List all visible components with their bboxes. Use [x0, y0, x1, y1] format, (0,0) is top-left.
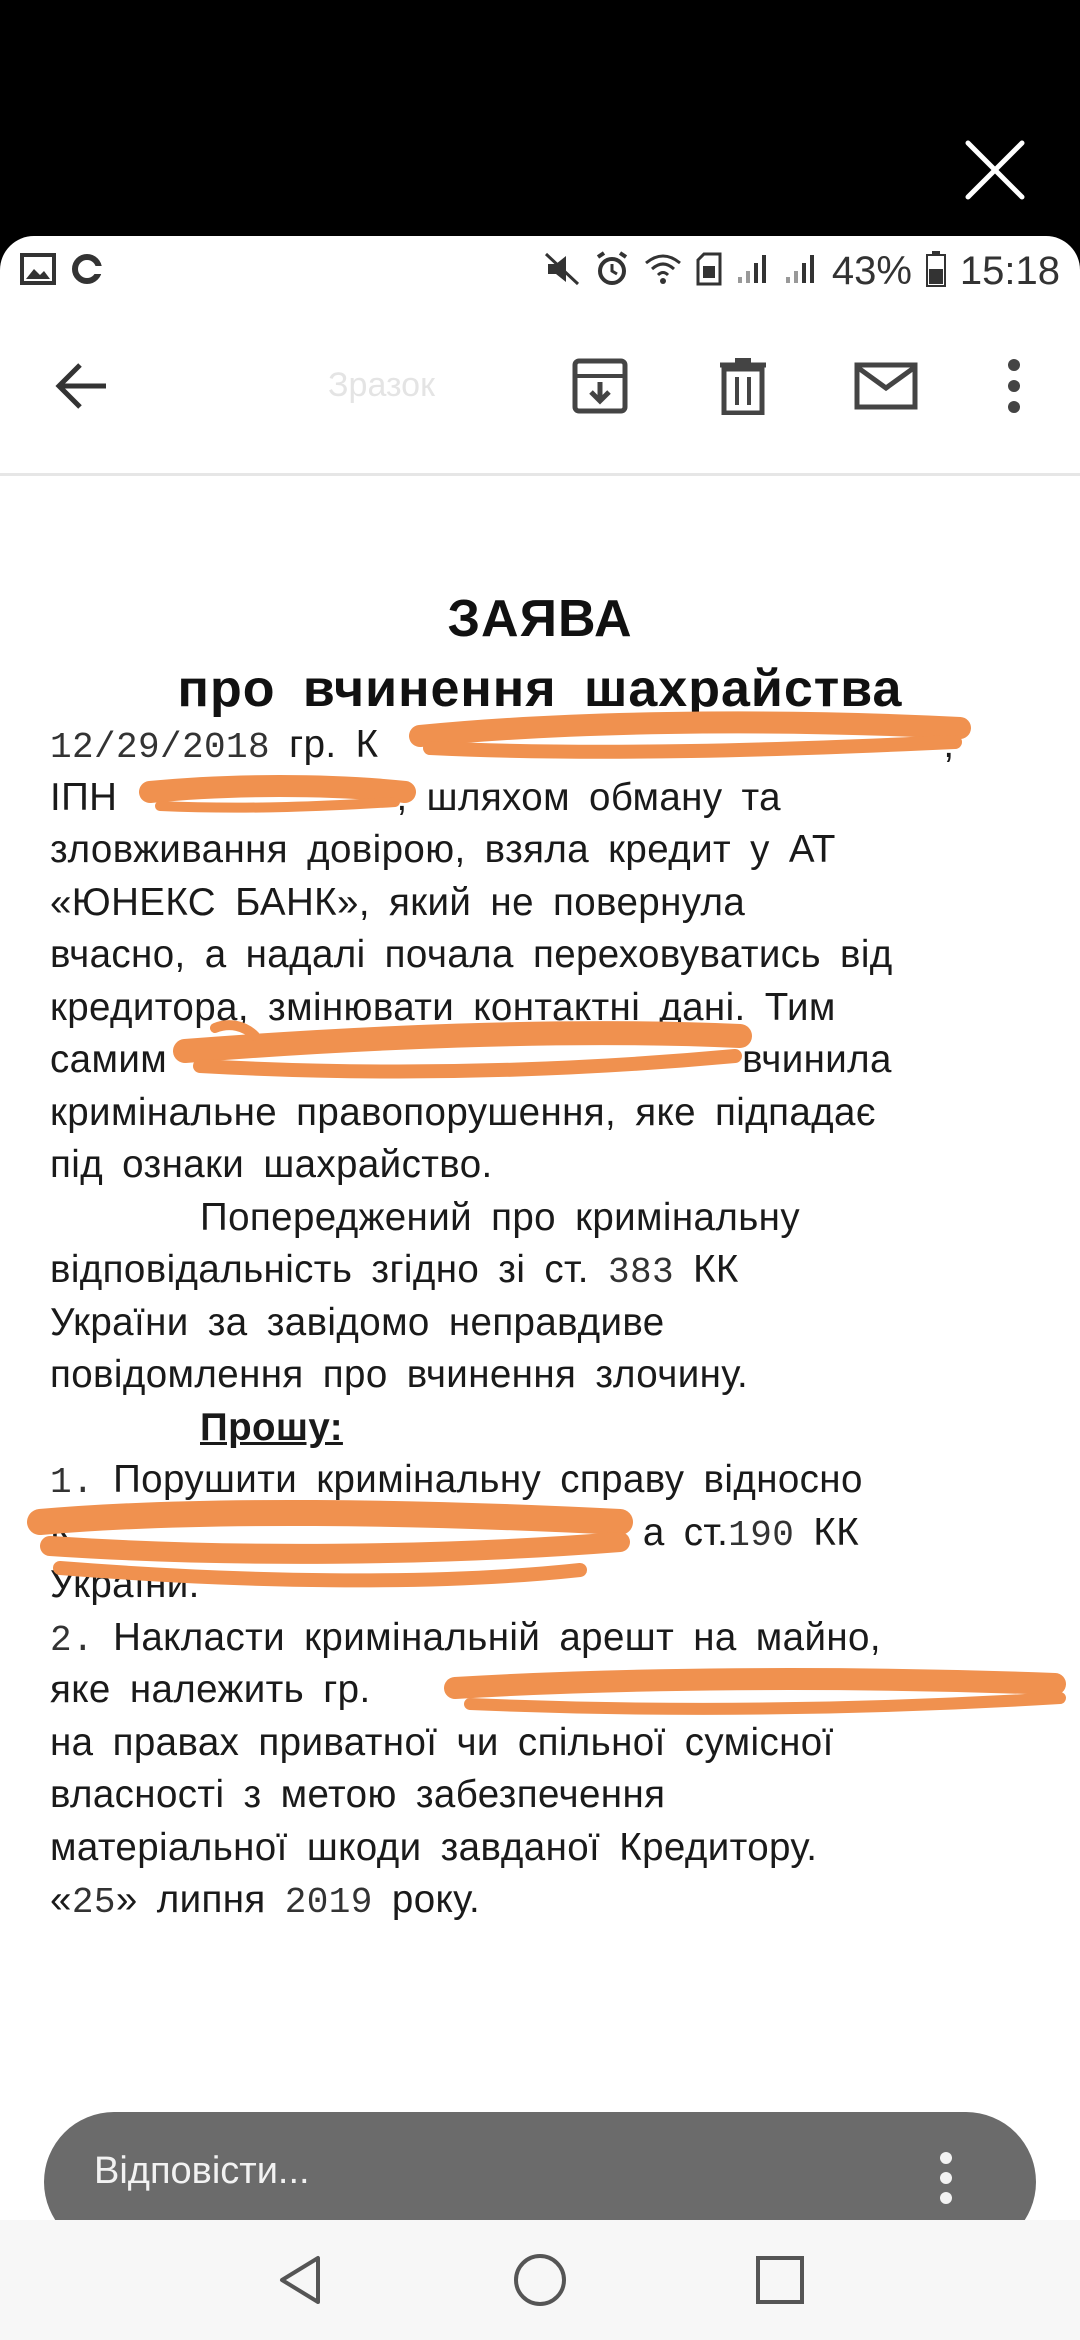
archive-icon[interactable]: [560, 346, 640, 426]
doc-line: власності з метою забезпечення: [50, 1773, 666, 1816]
doc-line: відповідальність згідно зі ст. 383 КК: [50, 1248, 739, 1293]
system-nav-bar: [0, 2220, 1080, 2340]
doc-body: [50, 719, 1050, 1927]
signal-icon-1: [736, 253, 770, 289]
mail-icon[interactable]: [846, 346, 926, 426]
toolbar: [0, 306, 1080, 476]
doc-line: України.: [50, 1563, 200, 1606]
doc-line: під ознаки шахрайство.: [50, 1143, 493, 1186]
back-arrow-icon[interactable]: [42, 346, 122, 426]
doc-line: 2. Накласти кримінальній арешт на майно,: [50, 1615, 881, 1661]
doc-line: яке належить гр.: [50, 1668, 371, 1711]
gallery-icon: [20, 253, 56, 289]
doc-line: «25» липня 2019 року.: [50, 1878, 481, 1923]
doc-line-heading: Прошу:: [200, 1405, 343, 1449]
doc-line: «ЮНЕКС БАНК», який не повернула: [50, 880, 746, 924]
trash-icon[interactable]: [703, 346, 783, 426]
more-vert-icon[interactable]: [974, 346, 1054, 426]
alarm-icon: [594, 251, 630, 291]
reply-field[interactable]: [44, 2112, 1036, 2220]
sync-icon: [70, 252, 104, 290]
doc-subtitle: про вчинення шахрайства: [177, 660, 903, 718]
signal-icon-2: [784, 253, 818, 289]
doc-line: зловживання довірою, взяла кредит у АТ: [50, 828, 836, 871]
doc-line: Попереджений про кримінальну: [200, 1195, 800, 1239]
battery-icon: [926, 251, 946, 291]
clock: 15:18: [959, 248, 1060, 293]
doc-line: вчасно, а надалі почала переховуватись від: [50, 933, 893, 976]
sim-icon: [696, 252, 722, 290]
reply-placeholder: Відповісти...: [94, 2150, 310, 2192]
doc-line: на правах приватної чи спільної сумісної: [50, 1720, 834, 1764]
reply-more-icon[interactable]: [936, 2148, 956, 2208]
nav-recents-icon[interactable]: [740, 2240, 820, 2320]
status-bar: [0, 236, 1080, 306]
doc-line: ІПН , шляхом обману та: [50, 775, 781, 819]
battery-percent: 43%: [831, 248, 912, 293]
nav-home-icon[interactable]: [500, 2240, 580, 2320]
mute-icon: [544, 252, 580, 290]
doc-line: 12/29/2018 гр. К ,: [50, 723, 955, 768]
doc-line: кредитора, змінювати контактні дані. Тим: [50, 985, 836, 1029]
email-screen: [0, 236, 1080, 2220]
doc-line: України за завідомо неправдиве: [50, 1300, 665, 1344]
doc-line: 1. Порушити кримінальну справу відносно: [50, 1458, 863, 1503]
nav-back-icon[interactable]: [260, 2240, 340, 2320]
doc-line: самим вчинила: [50, 1038, 892, 1081]
doc-line: матеріальної шкоди завданої Кредитору.: [50, 1825, 818, 1869]
toolbar-title: Зразок: [328, 366, 435, 404]
close-icon[interactable]: [960, 135, 1030, 205]
doc-line: повідомлення про вчинення злочину.: [50, 1353, 749, 1396]
doc-line: К а ст.190 КК: [50, 1510, 860, 1556]
doc-title: ЗАЯВА: [447, 590, 633, 648]
doc-line: кримінальне правопорушення, яке підпадає: [50, 1090, 876, 1134]
wifi-icon: [644, 253, 682, 289]
